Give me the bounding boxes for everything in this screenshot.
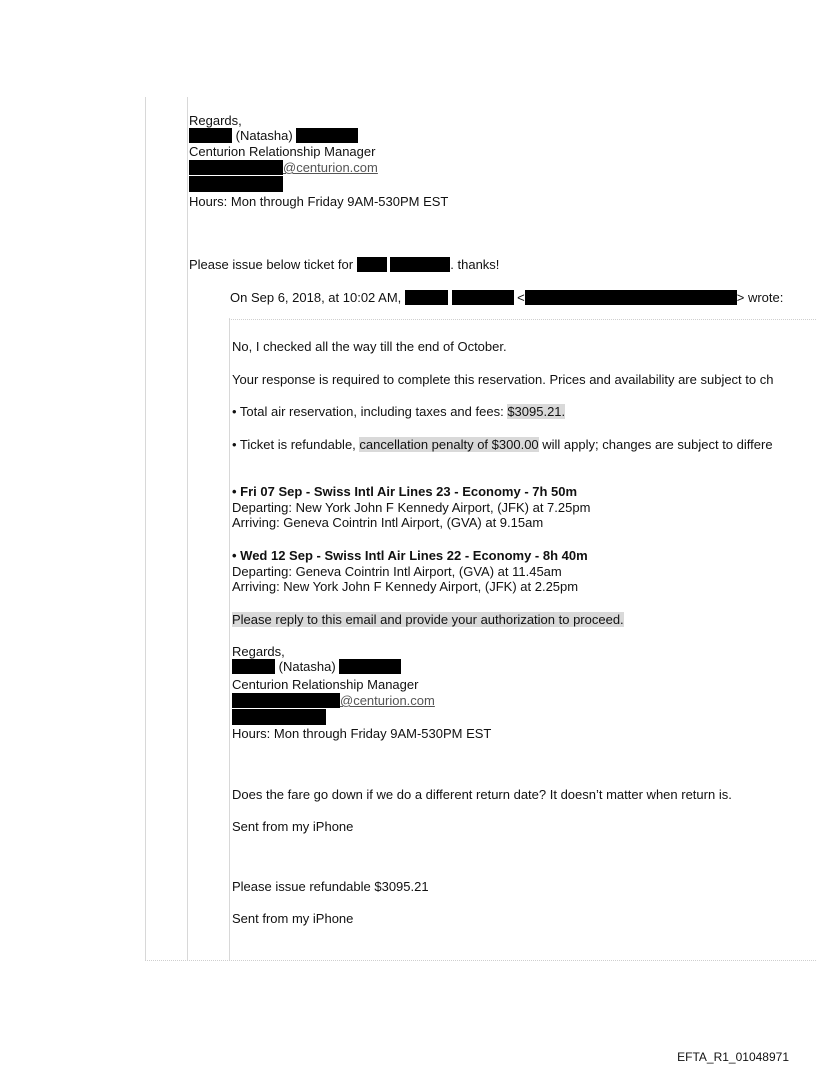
redacted-block	[339, 659, 401, 674]
issue-request: Please issue refundable $3095.21	[232, 879, 429, 894]
redacted-block	[189, 128, 232, 143]
redacted-block	[232, 659, 275, 674]
authorization-highlight: Please reply to this email and provide your authorization to proceed.	[232, 612, 624, 627]
flight1-heading: • Fri 07 Sep - Swiss Intl Air Lines 23 - Economy - 7h 50m	[232, 484, 578, 499]
signature-regards: Regards,	[189, 113, 242, 128]
email-link[interactable]: @centurion.com	[283, 160, 378, 175]
quote-header	[230, 290, 783, 305]
reply-tail: . thanks!	[450, 257, 500, 272]
quoted-signature-name-line	[232, 659, 401, 674]
inner-quote-top-divider	[229, 319, 816, 320]
quoted-signature-email-line	[232, 693, 435, 708]
redacted-block	[452, 290, 514, 305]
quoted-line-response-required: Your response is required to complete this reservation. Prices and availability are subject to ch	[232, 372, 774, 387]
bullet-total-air	[232, 404, 565, 419]
inner-quote-border	[229, 318, 230, 960]
reply-message	[189, 257, 499, 272]
fare-question: Does the fare go down if we do a different return date? It doesn’t matter when return is.	[232, 787, 732, 802]
redacted-block	[232, 709, 326, 725]
redacted-block	[357, 257, 387, 272]
quoted-signature-nickname: (Natasha)	[278, 659, 336, 674]
signature-title: Centurion Relationship Manager	[189, 144, 376, 159]
flight2-heading: • Wed 12 Sep - Swiss Intl Air Lines 22 - Economy - 8h 40m	[232, 548, 588, 563]
flight2-depart: Departing: Geneva Cointrin Intl Airport, (GVA) at 11.45am	[232, 564, 562, 579]
quoted-signature-hours: Hours: Mon through Friday 9AM-530PM EST	[232, 726, 492, 741]
redacted-block	[525, 290, 737, 305]
redacted-block	[189, 160, 283, 175]
redacted-block	[189, 176, 283, 192]
bullet-total-text: • Total air reservation, including taxes and fees:	[232, 404, 508, 419]
signature-email-line	[189, 160, 378, 175]
flight1-depart: Departing: New York John F Kennedy Airport, (JFK) at 7.25pm	[232, 500, 591, 515]
outer-quote-border	[187, 97, 188, 960]
quote-header-wrote: > wrote:	[736, 290, 784, 305]
quoted-line-october: No, I checked all the way till the end of October.	[232, 339, 507, 354]
flight2-arrive: Arriving: New York John F Kennedy Airport, (JFK) at 2.25pm	[232, 579, 579, 594]
signature-hours: Hours: Mon through Friday 9AM-530PM EST	[189, 194, 449, 209]
redacted-block	[232, 693, 340, 708]
sent-from-iphone-2: Sent from my iPhone	[232, 911, 354, 926]
bullet-refund-tail: will apply; changes are subject to differe	[538, 437, 773, 452]
redacted-block	[296, 128, 358, 143]
flight1-arrive: Arriving: Geneva Cointrin Intl Airport, (GVA) at 9.15am	[232, 515, 544, 530]
total-amount-highlight: $3095.21.	[507, 404, 566, 419]
quoted-signature-title: Centurion Relationship Manager	[232, 677, 419, 692]
quote-header-lt: <	[517, 290, 525, 305]
redacted-block	[390, 257, 450, 272]
redacted-block	[405, 290, 448, 305]
authorization-line	[232, 612, 624, 627]
bullet-refund-text: • Ticket is refundable,	[232, 437, 360, 452]
signature-nickname: (Natasha)	[235, 128, 293, 143]
document-id-footer: EFTA_R1_01048971	[677, 1050, 789, 1064]
sent-from-iphone-1: Sent from my iPhone	[232, 819, 354, 834]
bullet-refundable	[232, 437, 773, 452]
signature-name-line	[189, 128, 358, 143]
quoted-signature-regards: Regards,	[232, 644, 285, 659]
page-bottom-divider	[145, 960, 816, 961]
reply-lead: Please issue below ticket for	[189, 257, 354, 272]
quote-header-date: On Sep 6, 2018, at 10:02 AM,	[230, 290, 402, 305]
quoted-email-link[interactable]: @centurion.com	[340, 693, 435, 708]
outer-left-border	[145, 97, 146, 960]
penalty-highlight: cancellation penalty of $300.00	[359, 437, 539, 452]
